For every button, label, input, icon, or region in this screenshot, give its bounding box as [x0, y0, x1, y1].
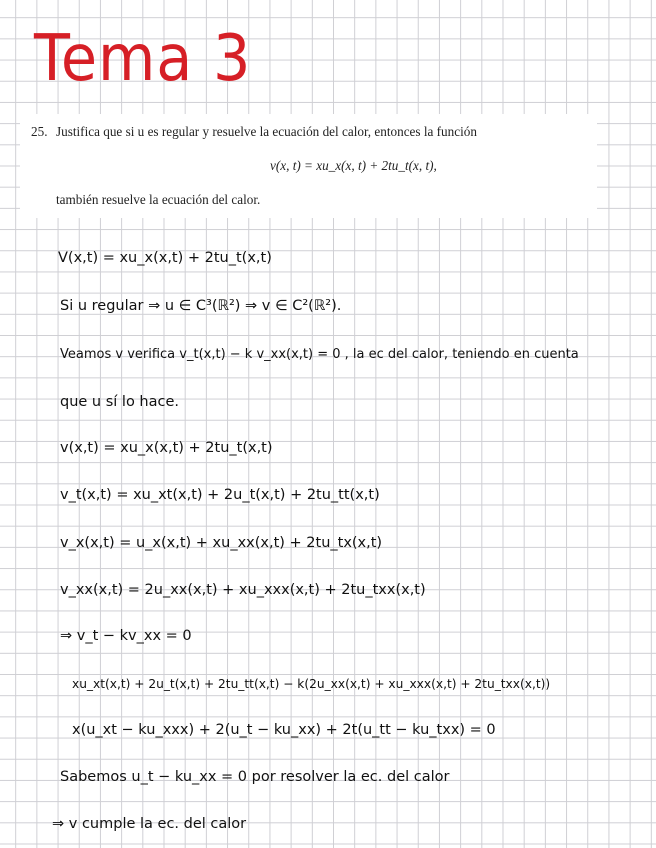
note-line: Sabemos u_t − ku_xx = 0 por resolver la ec. del calor	[60, 769, 450, 785]
note-line: Veamos v verifica v_t(x,t) − k v_xx(x,t) = 0 , la ec del calor, teniendo en cuenta	[60, 347, 579, 362]
note-line: ⇒ v cumple la ec. del calor	[52, 816, 247, 832]
note-line: Si u regular ⇒ u ∈ C³(ℝ²) ⇒ v ∈ C²(ℝ²).	[60, 298, 342, 314]
note-line: v_x(x,t) = u_x(x,t) + xu_xx(x,t) + 2tu_tx(x,t)	[60, 535, 383, 551]
note-line: v_t(x,t) = xu_xt(x,t) + 2u_t(x,t) + 2tu_tt(x,t)	[60, 487, 380, 503]
note-line: xu_xt(x,t) + 2u_t(x,t) + 2tu_tt(x,t) − k(2u_xx(x,t) + xu_xxx(x,t) + 2tu_txx(x,t))	[72, 677, 551, 691]
note-line: que u sí lo hace.	[60, 394, 180, 410]
note-line: ⇒ v_t − kv_xx = 0	[60, 628, 192, 644]
note-line: v(x,t) = xu_x(x,t) + 2tu_t(x,t)	[60, 440, 273, 456]
problem-statement-box	[20, 114, 597, 218]
problem-statement: Justifica que si u es regular y resuelve la ecuación del calor, entonces la función	[56, 124, 477, 139]
note-line: V(x,t) = xu_x(x,t) + 2tu_t(x,t)	[58, 250, 272, 266]
note-line: v_xx(x,t) = 2u_xx(x,t) + xu_xxx(x,t) + 2tu_txx(x,t)	[60, 582, 426, 598]
problem-number: 25.	[31, 124, 48, 139]
problem-conclusion: también resuelve la ecuación del calor.	[56, 192, 261, 207]
page-title: Tema 3	[34, 22, 252, 96]
note-line: x(u_xt − ku_xxx) + 2(u_t − ku_xx) + 2t(u_tt − ku_txx) = 0	[72, 722, 496, 738]
problem-formula: v(x, t) = xu_x(x, t) + 2tu_t(x, t),	[270, 158, 437, 173]
